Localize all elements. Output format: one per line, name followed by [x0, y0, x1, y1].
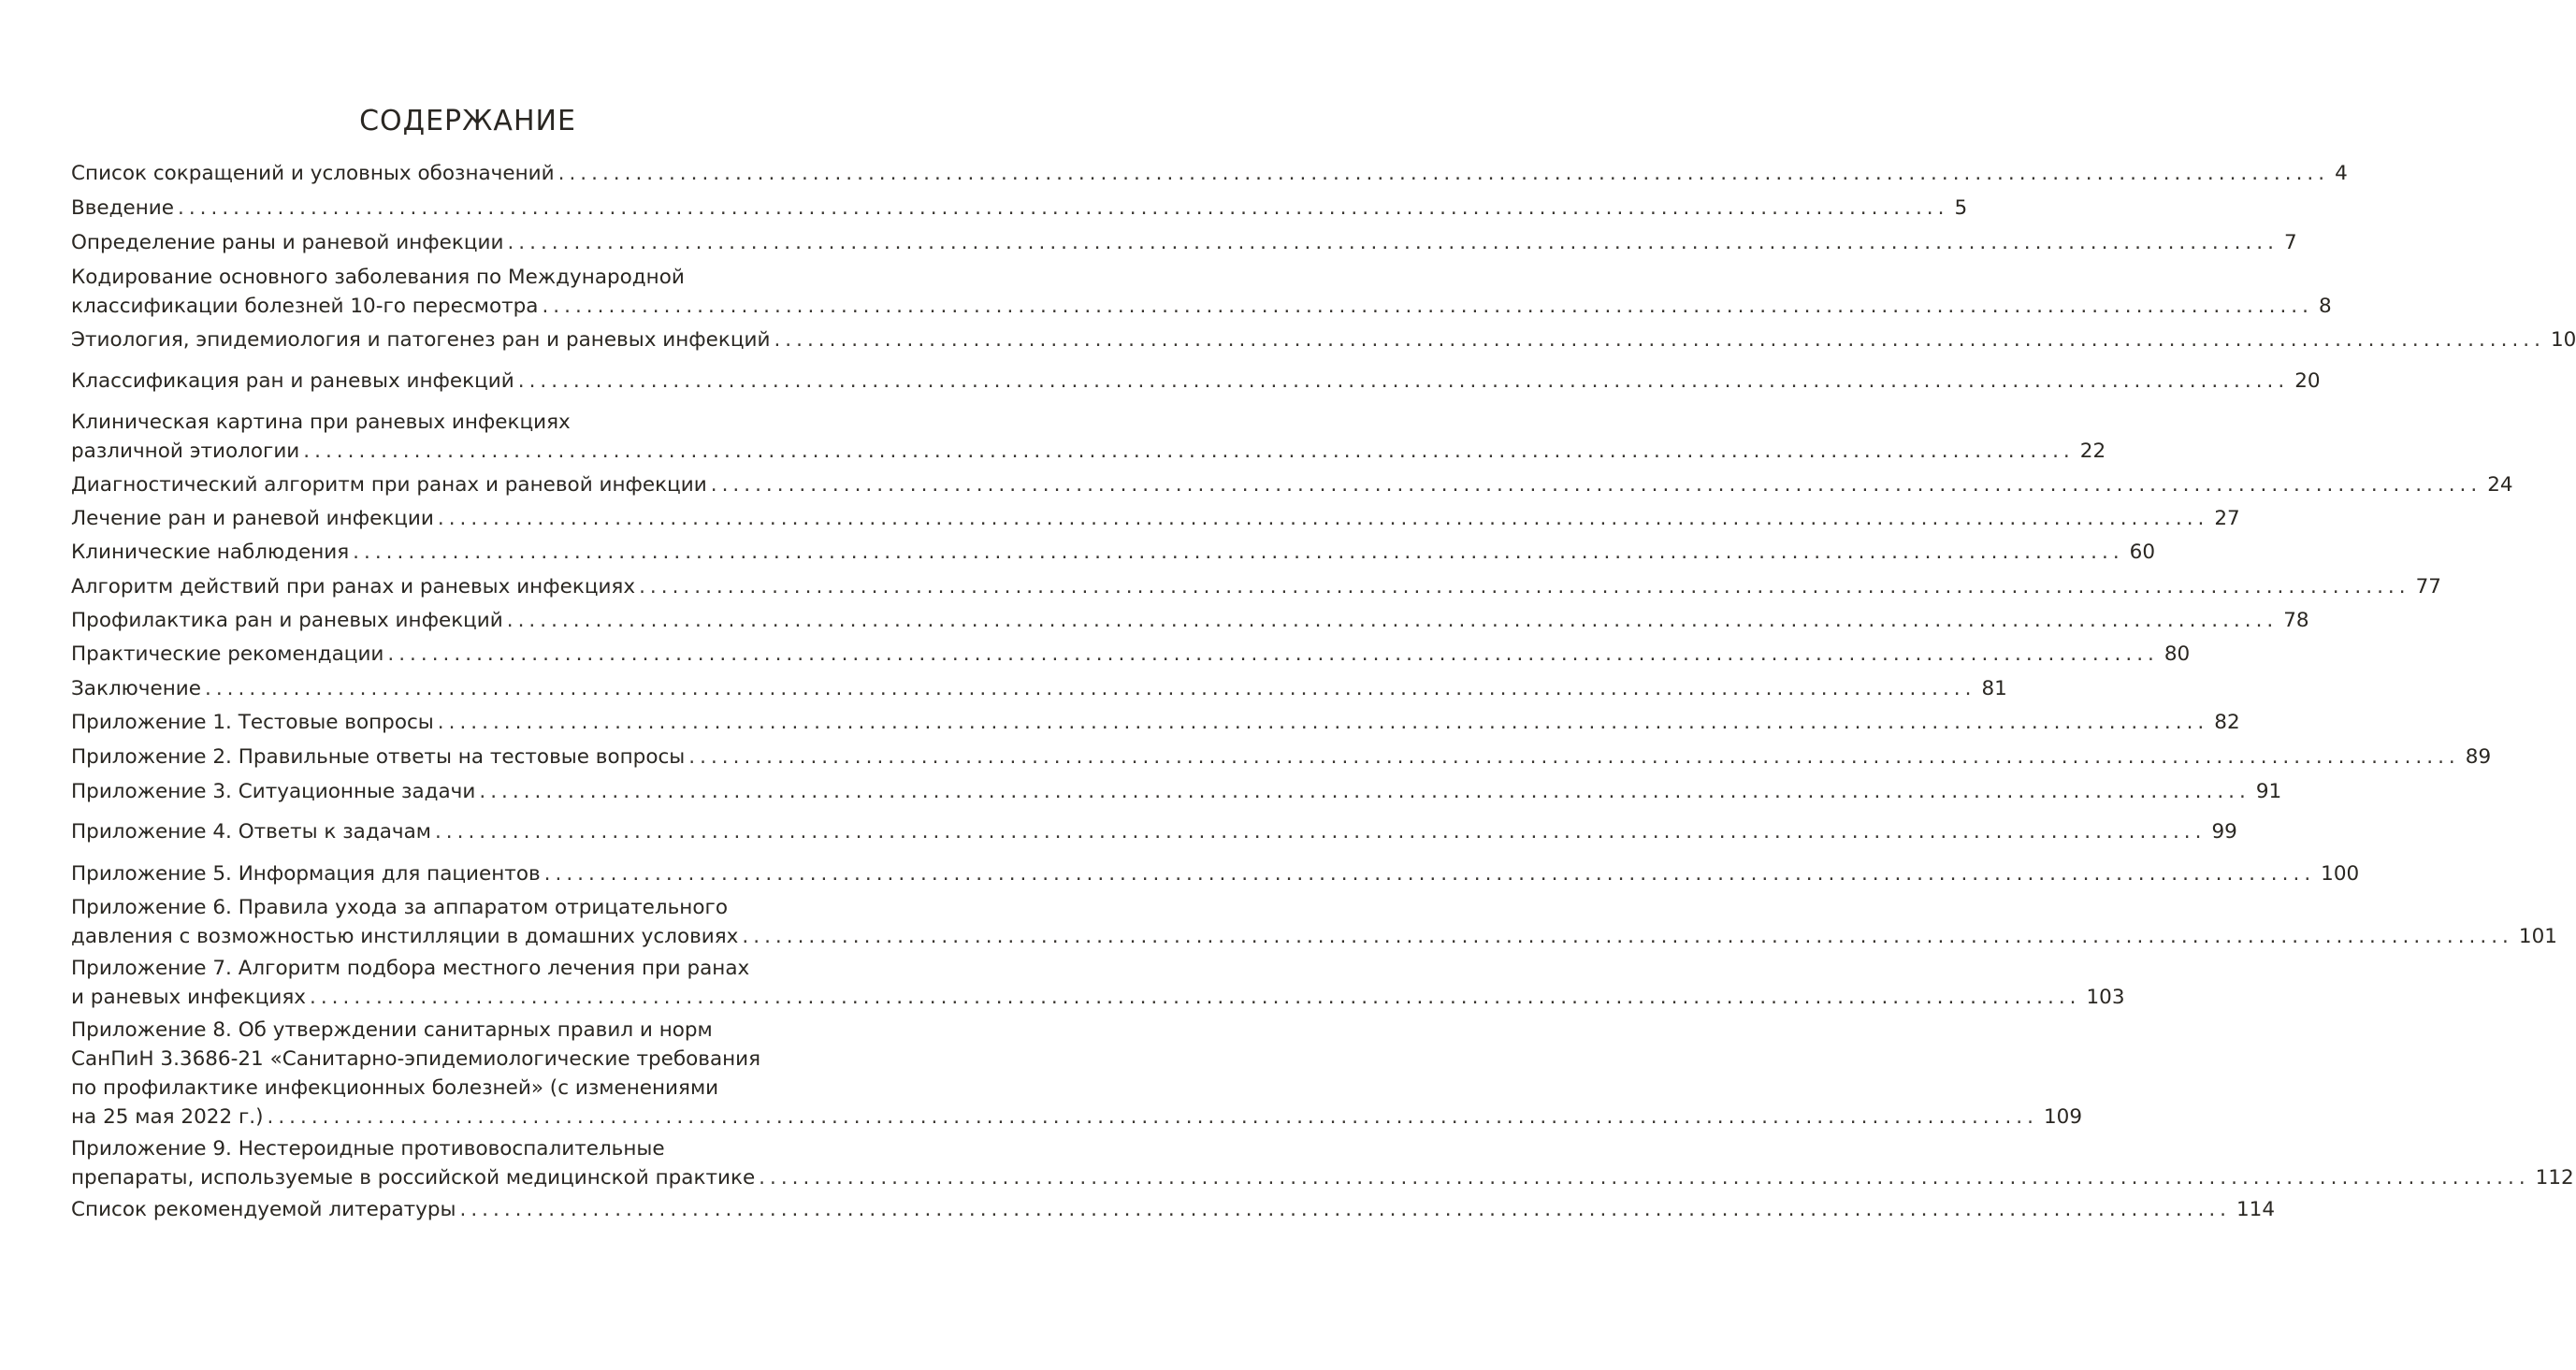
- toc-entry-text: Список сокращений и условных обозначений: [71, 162, 555, 185]
- toc-entry-text: Диагностический алгоритм при ранах и раневой инфекции: [71, 473, 707, 497]
- dot-leader: ................................................................................................................................................................: [353, 541, 2124, 564]
- toc-entry-text: и раневых инфекциях: [71, 986, 307, 1009]
- toc-entry-text: Заключение: [71, 677, 201, 700]
- toc-entry[interactable]: [71, 743, 2492, 772]
- toc-entry-text: Определение раны и раневой инфекции: [71, 231, 504, 254]
- toc-entry-text: Приложение 3. Ситуационные задачи: [71, 780, 476, 803]
- dot-leader: ................................................................................................................................................................: [459, 1198, 2231, 1221]
- toc-page-number: 20: [2294, 369, 2321, 393]
- toc-entry[interactable]: [71, 606, 2309, 635]
- toc-page-number: 27: [2214, 507, 2240, 530]
- toc-page-number: 114: [2236, 1198, 2276, 1221]
- dot-leader: ................................................................................................................................................................: [543, 862, 2316, 886]
- toc-entry[interactable]: [71, 408, 2106, 466]
- toc-entry[interactable]: [71, 708, 2240, 737]
- toc-page-number: 101: [2518, 925, 2557, 948]
- toc-page-number: 100: [2321, 862, 2360, 886]
- toc-page-number: 7: [2283, 231, 2297, 254]
- toc-entry-text: давления с возможностью инстилляции в домашних условиях: [71, 925, 739, 948]
- toc-entry-text: Клинические наблюдения: [71, 541, 350, 564]
- dot-leader: ................................................................................................................................................................: [310, 986, 2081, 1009]
- dot-leader: ................................................................................................................................................................: [434, 820, 2207, 844]
- dot-leader: ................................................................................................................................................................: [542, 295, 2313, 318]
- toc-page-number: 82: [2214, 711, 2240, 734]
- toc-entry[interactable]: [71, 572, 2441, 601]
- toc-entry[interactable]: [71, 1195, 2276, 1224]
- toc-page-number: 89: [2465, 745, 2492, 769]
- toc-entry[interactable]: [71, 1016, 2083, 1132]
- dot-leader: ................................................................................................................................................................: [387, 642, 2159, 666]
- dot-leader: ................................................................................................................................................................: [759, 1166, 2530, 1190]
- toc-page-number: 80: [2164, 642, 2191, 666]
- toc-entry-text: Классификация ран и раневых инфекций: [71, 369, 514, 393]
- dot-leader: ................................................................................................................................................................: [639, 575, 2410, 598]
- toc-entry[interactable]: [71, 263, 2332, 321]
- toc-entry[interactable]: [71, 859, 2360, 888]
- toc-page-number: 91: [2255, 780, 2282, 803]
- toc-entry-text: Клиническая картина при раневых инфекциях: [71, 411, 571, 434]
- dot-leader: ................................................................................................................................................................: [479, 780, 2250, 803]
- toc-entry[interactable]: [71, 674, 2007, 703]
- toc-entry-text: различной этиологии: [71, 440, 300, 463]
- toc-entry[interactable]: [71, 504, 2240, 533]
- toc-entry-text: Профилактика ран и раневых инфекций: [71, 609, 503, 632]
- toc-entry-text: Кодирование основного заболевания по Международной: [71, 266, 685, 289]
- dot-leader: ................................................................................................................................................................: [774, 328, 2545, 352]
- page-title: СОДЕРЖАНИЕ: [359, 105, 576, 137]
- toc-entry[interactable]: [71, 640, 2191, 669]
- toc-entry[interactable]: [71, 194, 1968, 223]
- dot-leader: ................................................................................................................................................................: [710, 473, 2482, 497]
- dot-leader: ................................................................................................................................................................: [437, 507, 2209, 530]
- dot-leader: ................................................................................................................................................................: [204, 677, 1976, 700]
- toc-page-number: 78: [2283, 609, 2309, 632]
- toc-entry[interactable]: [71, 228, 2297, 257]
- toc-entry-text: Приложение 6. Правила ухода за аппаратом отрицательного: [71, 896, 728, 919]
- toc-page-number: 10: [2550, 328, 2576, 352]
- toc-entry-text: по профилактике инфекционных болезней» (с изменениями: [71, 1076, 719, 1100]
- toc-page-number: 4: [2335, 162, 2348, 185]
- toc-entry[interactable]: [71, 954, 2125, 1012]
- toc-page-number: 81: [1981, 677, 2007, 700]
- toc-entry-text: Приложение 7. Алгоритм подбора местного лечения при ранах: [71, 957, 750, 980]
- toc-entry-text: на 25 мая 2022 г.): [71, 1105, 264, 1129]
- dot-leader: ................................................................................................................................................................: [437, 711, 2209, 734]
- toc-page-number: 109: [2043, 1105, 2083, 1129]
- toc-entry[interactable]: [71, 367, 2321, 396]
- toc-entry-text: Приложение 5. Информация для пациентов: [71, 862, 541, 886]
- dot-leader: ................................................................................................................................................................: [267, 1105, 2038, 1129]
- toc-entry[interactable]: [71, 159, 2348, 188]
- toc-page-number: 60: [2129, 541, 2156, 564]
- toc-entry[interactable]: [71, 470, 2513, 499]
- toc-entry-text: препараты, используемые в российской медицинской практике: [71, 1166, 756, 1190]
- dot-leader: ................................................................................................................................................................: [557, 162, 2330, 185]
- toc-page-number: 8: [2318, 295, 2332, 318]
- toc-entry-text: Лечение ран и раневой инфекции: [71, 507, 434, 530]
- dot-leader: ................................................................................................................................................................: [517, 369, 2290, 393]
- toc-page-number: 103: [2086, 986, 2125, 1009]
- toc-entry-text: СанПиН 3.3686-21 «Санитарно-эпидемиологические требования: [71, 1047, 761, 1071]
- toc-entry-text: Приложение 2. Правильные ответы на тестовые вопросы: [71, 745, 686, 769]
- dot-leader: ................................................................................................................................................................: [688, 745, 2460, 769]
- toc-entry-text: Алгоритм действий при ранах и раневых инфекциях: [71, 575, 636, 598]
- dot-leader: ................................................................................................................................................................: [178, 196, 1949, 220]
- toc-entry-text: Введение: [71, 196, 174, 220]
- toc-entry-text: Практические рекомендации: [71, 642, 384, 666]
- dot-leader: ................................................................................................................................................................: [506, 609, 2279, 632]
- toc-page-number: 77: [2415, 575, 2441, 598]
- toc-page-number: 112: [2535, 1166, 2574, 1190]
- dot-leader: ................................................................................................................................................................: [507, 231, 2279, 254]
- toc-page-number: 24: [2487, 473, 2513, 497]
- toc-entry[interactable]: [71, 538, 2156, 567]
- toc-entry[interactable]: [71, 777, 2282, 806]
- toc-entry-text: классификации болезней 10-го пересмотра: [71, 295, 539, 318]
- toc-page-number: 5: [1954, 196, 1968, 220]
- toc-entry[interactable]: [71, 325, 2576, 354]
- toc-entry-text: Приложение 8. Об утверждении санитарных правил и норм: [71, 1018, 713, 1042]
- dot-leader: ................................................................................................................................................................: [742, 925, 2513, 948]
- toc-entry-text: Приложение 9. Нестероидные противовоспалительные: [71, 1137, 665, 1161]
- dot-leader: ................................................................................................................................................................: [303, 440, 2075, 463]
- toc-page-number: 99: [2211, 820, 2237, 844]
- toc-entry[interactable]: [71, 893, 2557, 951]
- toc-entry-text: Приложение 4. Ответы к задачам: [71, 820, 431, 844]
- toc-entry-text: Приложение 1. Тестовые вопросы: [71, 711, 434, 734]
- toc-entry-text: Список рекомендуемой литературы: [71, 1198, 456, 1221]
- toc-entry[interactable]: [71, 1134, 2574, 1192]
- toc-entry-text: Этиология, эпидемиология и патогенез ран и раневых инфекций: [71, 328, 771, 352]
- toc-entry[interactable]: [71, 817, 2237, 846]
- toc-page-number: 22: [2079, 440, 2106, 463]
